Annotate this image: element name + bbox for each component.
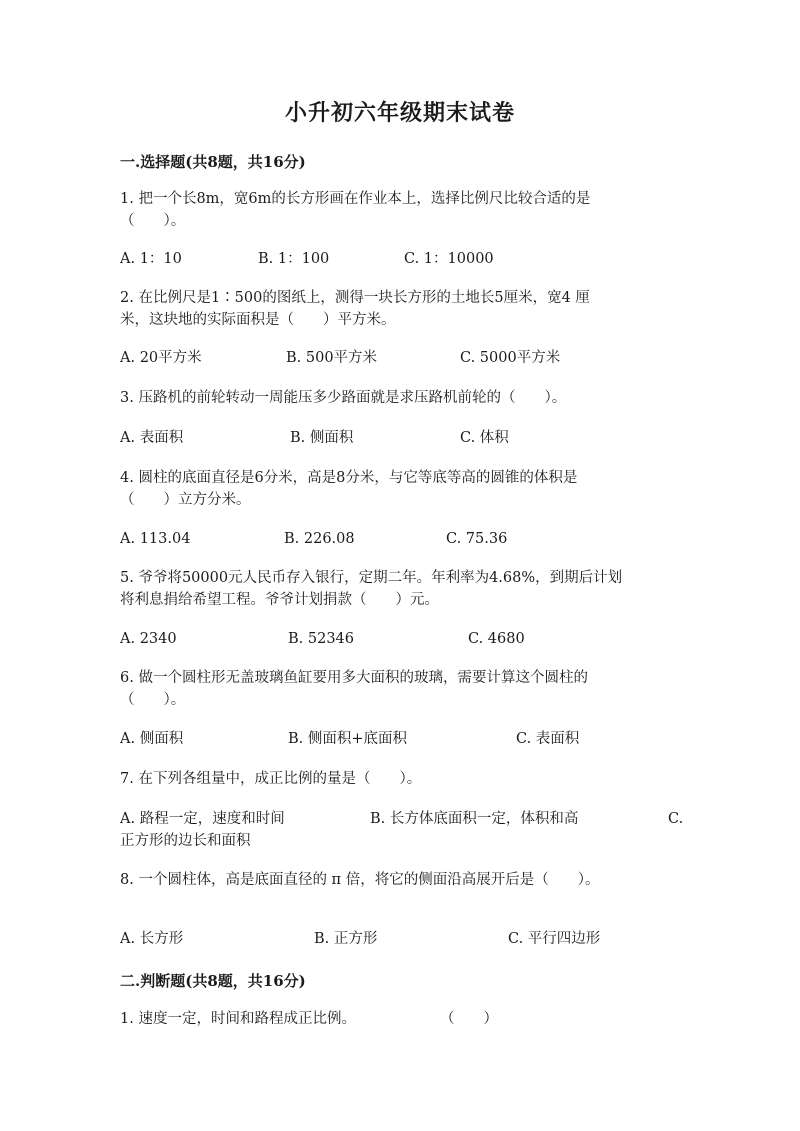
option-b: B. 侧面积 <box>290 430 354 446</box>
option-a: A. 1：10 <box>120 251 182 267</box>
question-text: 7. 在下列各组量中，成正比例的量是（ ）。 <box>120 771 422 787</box>
section-heading-choice: 一.选择题(共8题，共16分) <box>120 153 306 171</box>
option-c: C. 体积 <box>460 430 509 446</box>
option-b: B. 正方形 <box>314 931 378 947</box>
option-c: C. 表面积 <box>516 731 580 747</box>
question-text: 将利息捐给希望工程。爷爷计划捐款（ ）元。 <box>120 592 439 608</box>
question-text: 1. 把一个长8m，宽6m的长方形画在作业本上，选择比例尺比较合适的是 <box>120 191 591 207</box>
option-a: A. 113.04 <box>120 531 191 547</box>
question-text: （ ）立方分米。 <box>120 492 251 508</box>
question-text: 4. 圆柱的底面直径是6分米，高是8分米，与它等底等高的圆锥的体积是 <box>120 470 578 486</box>
question-8 <box>120 869 680 891</box>
option-b: B. 侧面积+底面积 <box>288 731 408 747</box>
option-b: B. 长方体底面积一定，体积和高 <box>370 811 579 827</box>
question-4 <box>120 467 680 511</box>
answer-blank: （ ） <box>440 1011 498 1027</box>
option-b: B. 500平方米 <box>286 350 378 366</box>
question-6 <box>120 667 680 711</box>
option-b: B. 52346 <box>288 631 355 647</box>
option-a: A. 长方形 <box>120 931 184 947</box>
option-a: A. 侧面积 <box>120 731 184 747</box>
option-b: B. 226.08 <box>284 531 355 547</box>
question-text: 米，这块地的实际面积是（ ）平方米。 <box>120 312 396 328</box>
page-title: 小升初六年级期末试卷 <box>284 100 515 126</box>
option-b: B. 1：100 <box>258 251 330 267</box>
option-a: A. 表面积 <box>120 430 184 446</box>
question-3 <box>120 387 680 409</box>
option-c: C. 1：10000 <box>404 251 494 267</box>
judge-question-1: 1. 速度一定，时间和路程成正比例。 <box>120 1011 356 1027</box>
option-a: A. 2340 <box>120 631 177 647</box>
question-7 <box>120 768 680 790</box>
option-c: C. 4680 <box>468 631 525 647</box>
option-c: C. 5000平方米 <box>460 350 561 366</box>
question-text: 2. 在比例尺是1∶500的图纸上，测得一块长方形的土地长5厘米，宽4 厘 <box>120 290 590 306</box>
question-1 <box>120 188 680 232</box>
option-c: C. 75.36 <box>446 531 508 547</box>
question-text: 8. 一个圆柱体，高是底面直径的 π 倍，将它的侧面沿高展开后是（ ）。 <box>120 872 600 888</box>
question-text: 3. 压路机的前轮转动一周能压多少路面就是求压路机前轮的（ ）。 <box>120 390 567 406</box>
option-c-continued: 正方形的边长和面积 <box>120 833 251 849</box>
option-c: C. 平行四边形 <box>508 931 601 947</box>
option-a: A. 路程一定，速度和时间 <box>120 811 285 827</box>
question-2 <box>120 287 680 331</box>
option-a: A. 20平方米 <box>120 350 202 366</box>
question-text: 5. 爷爷将50000元人民币存入银行，定期二年。年利率为4.68%，到期后计划 <box>120 570 623 586</box>
question-5 <box>120 567 680 611</box>
section-heading-judge: 二.判断题(共8题，共16分) <box>120 972 306 990</box>
option-c: C. <box>668 811 684 827</box>
question-text: 6. 做一个圆柱形无盖玻璃鱼缸要用多大面积的玻璃，需要计算这个圆柱的 <box>120 670 588 686</box>
question-text: （ ）。 <box>120 213 186 229</box>
question-text: （ ）。 <box>120 692 186 708</box>
